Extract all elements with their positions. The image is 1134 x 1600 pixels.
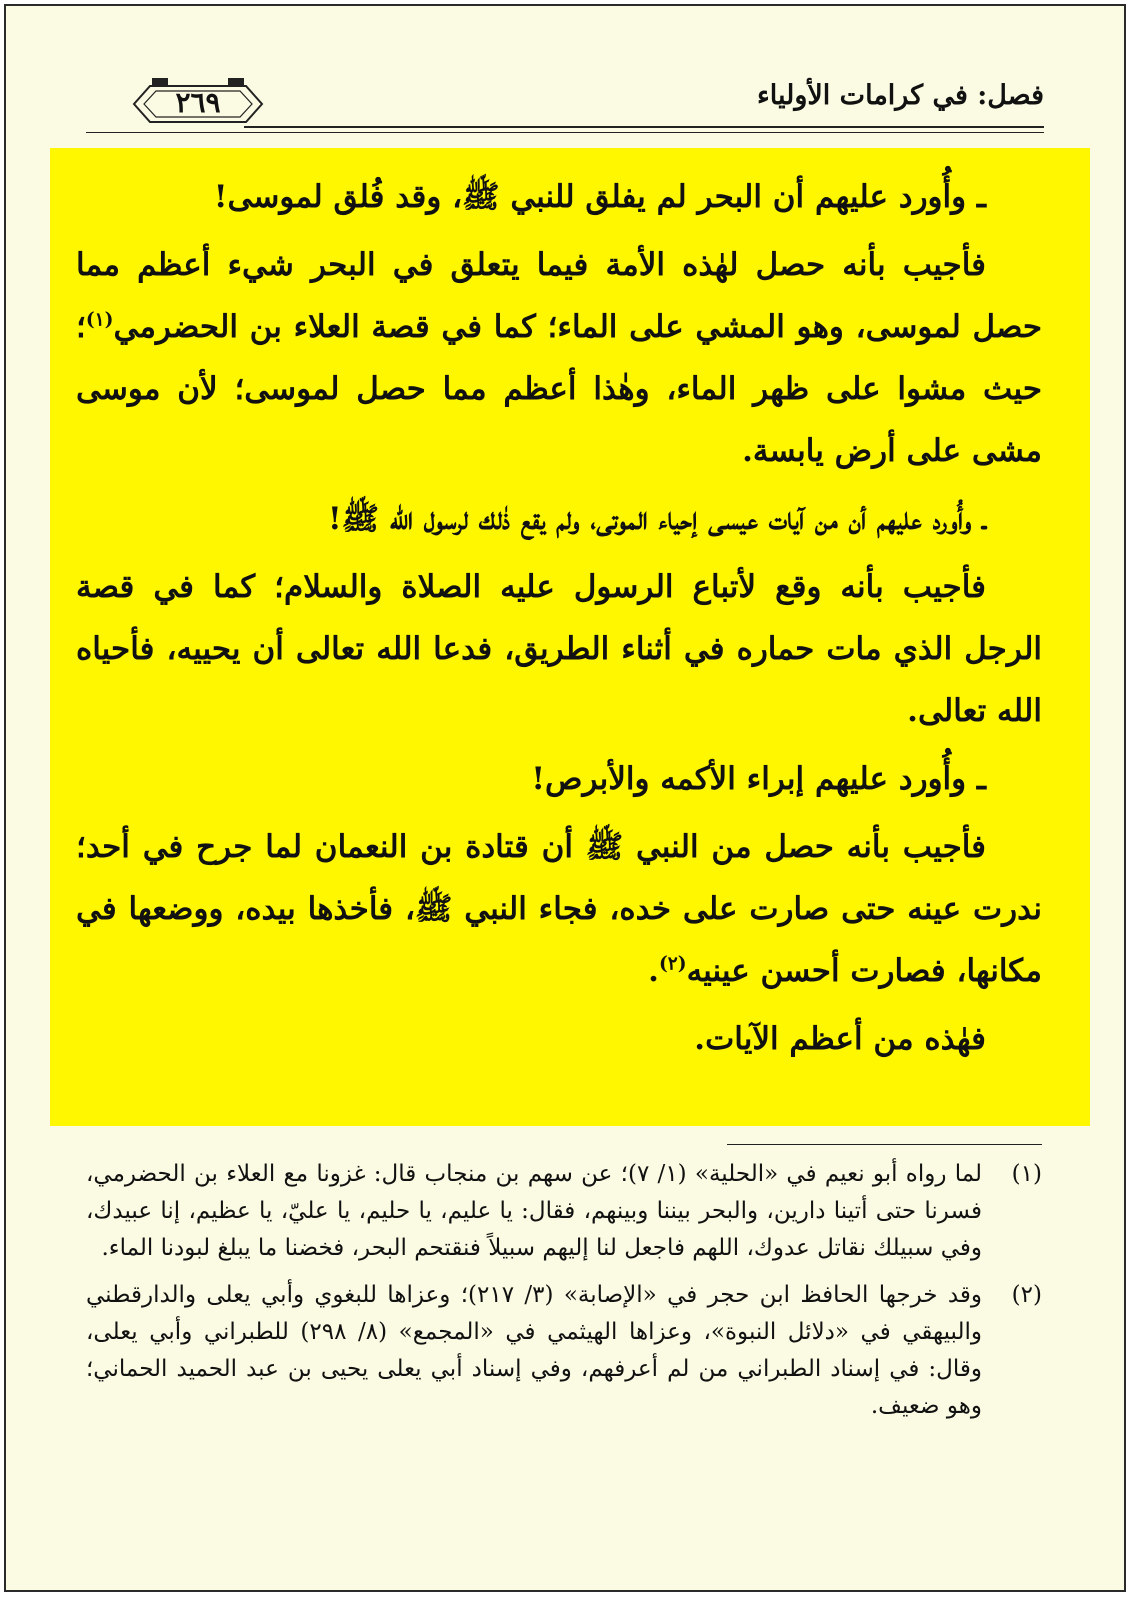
paragraph-objection-sea: ـ وأُورد عليهم أن البحر لم يفلق للنبي ﷺ، وقد فُلق لموسى! bbox=[213, 179, 986, 215]
page-number: ٢٦٩ bbox=[175, 86, 221, 119]
header-rule-thin bbox=[86, 132, 1044, 133]
paragraph-objection-revival: ـ وأُورد عليهم أن من آيات عيسى إحياء الموتى، ولم يقع ذٰلك لرسول الله ﷺ! bbox=[328, 501, 986, 537]
footnotes bbox=[86, 1156, 1042, 1435]
paragraph-text: فأجيب بأنه حصل لهٰذه الأمة فيما يتعلق في البحر شيء أعظم مما حصل لموسى، وهو المشي على الماء؛ كما في قصة العلاء بن الحضرمي bbox=[76, 247, 1042, 345]
paragraph-answer-healing bbox=[76, 816, 1042, 1002]
page-header bbox=[86, 76, 1044, 136]
book-page bbox=[4, 4, 1126, 1592]
footnote-text: لما رواه أبو نعيم في «الحلية» (١/ ٧)؛ عن سهم بن منجاب قال: غزونا مع العلاء بن الحضرمي، فسرنا حتى أتينا دارين، والبحر بيننا وبينهم، فقال: يا عليم، يا حليم، يا عليّ، يا عظيم، إنا عبيدك، وفي سبيلك نقاتل عدوك، اللهم فاجعل لنا إليهم سبيلاً فنقتحم البحر، فخضنا ما يبلغ لبودنا الماء. bbox=[86, 1161, 983, 1261]
footnote-separator bbox=[727, 1144, 1042, 1145]
footnote-ref-2[interactable]: (٢) bbox=[658, 953, 687, 975]
chapter-title: فصل: في كرامات الأولياء bbox=[757, 80, 1044, 111]
paragraph-objection-healing: ـ وأُورد عليهم إبراء الأكمه والأبرص! bbox=[531, 761, 986, 797]
footnote-number: (٢) bbox=[1011, 1282, 1042, 1308]
footnote-ref-1[interactable]: (١) bbox=[85, 309, 114, 331]
footnote-item bbox=[86, 1277, 1042, 1425]
paragraph-end: . bbox=[648, 953, 659, 989]
paragraph-answer-revival: فأجيب بأنه وقع لأتباع الرسول عليه الصلاة والسلام؛ كما في قصة الرجل الذي مات حماره في أثناء الطريق، فدعا الله تعالى أن يحييه، فأحياه الله تعالى. bbox=[76, 569, 1042, 729]
footnote-number: (١) bbox=[1011, 1161, 1042, 1187]
header-rule bbox=[244, 126, 1044, 128]
paragraph-conclusion: فهٰذه من أعظم الآيات. bbox=[694, 1021, 986, 1057]
footnote-text: وقد خرجها الحافظ ابن حجر في «الإصابة» (٣/ ٢١٧)؛ وعزاها للبغوي وأبي يعلى والدارقطني والبيهقي في «دلائل النبوة»، وعزاها الهيثمي في «المجمع» (٨/ ٢٩٨) للطبراني وأبي يعلى، وقال: في إسناد الطبراني من لم أعرفهم، وفي إسناد أبي يعلى يحيى بن عبد الحميد الحماني؛ وهو ضعيف. bbox=[86, 1282, 983, 1419]
page-number-ornament bbox=[128, 76, 268, 128]
footnote-item bbox=[86, 1156, 1042, 1267]
paragraph-text-cont: ؛ حيث مشوا على ظهر الماء، وهٰذا أعظم مما حصل لموسى؛ لأن موسى مشى على أرض يابسة. bbox=[76, 309, 1042, 469]
main-text bbox=[76, 166, 1042, 1070]
paragraph-text: فأجيب بأنه حصل من النبي ﷺ أن قتادة بن النعمان لما جرح في أحد؛ ندرت عينه حتى صارت على خده، فجاء النبي ﷺ، فأخذها بيده، ووضعها في مكانها، فصارت أحسن عينيه bbox=[76, 829, 1042, 989]
paragraph-answer-sea bbox=[76, 234, 1042, 482]
